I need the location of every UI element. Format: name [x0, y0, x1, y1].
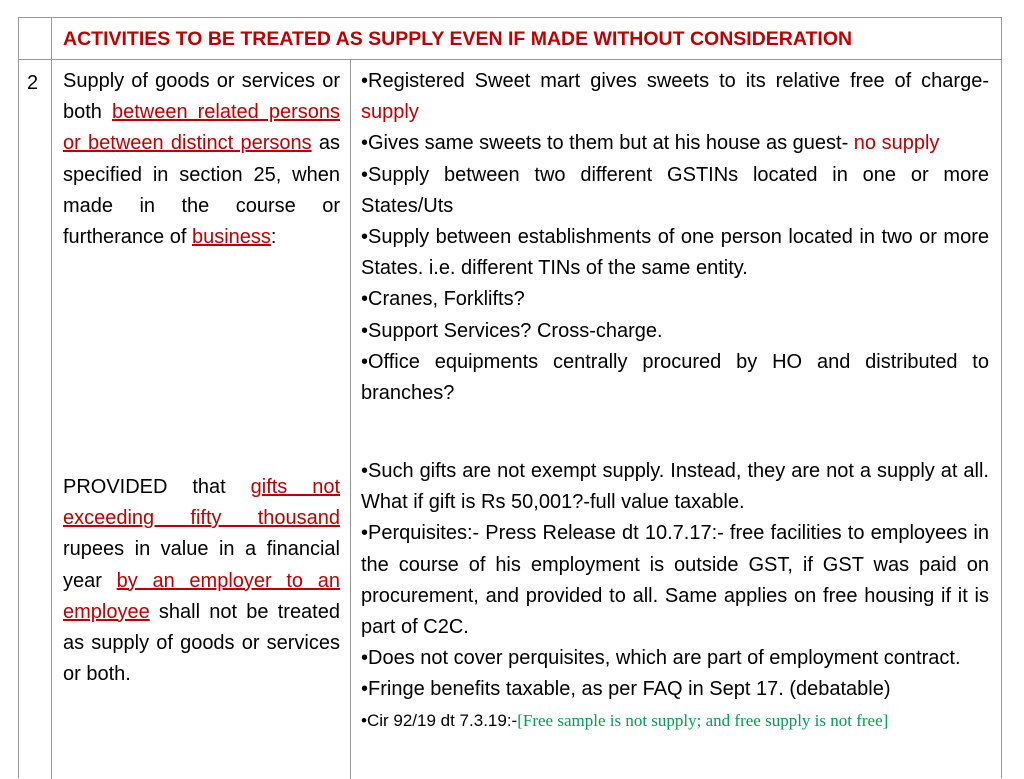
highlight-gift-limit: gifts not exceeding fifty thousand: [63, 476, 341, 530]
example-item: •Office equipments centrally procured by HO and distributed to branches?: [361, 350, 989, 405]
example-item: •Supply between establishments of one person located in two or more States. i.e. different TINs of the same entity.: [361, 226, 989, 280]
column-divider: [350, 59, 351, 779]
example-item: •Cranes, Forklifts?: [361, 288, 525, 311]
table-title: ACTIVITIES TO BE TREATED AS SUPPLY EVEN IF MADE WITHOUT CONSIDERATION: [63, 28, 853, 50]
proviso-text: PROVIDED that gifts not exceeding fifty thousand rupees in value in a financial year by an employer to an employee shall not be treated as supply of goods or services or both.: [63, 476, 341, 686]
column-divider: [51, 59, 52, 779]
example-item: •Support Services? Cross-charge.: [361, 319, 663, 342]
note-item: •Perquisites:- Press Release dt 10.7.17:- free facilities to employees in the course of his employment is outside GST, if GST was paid on procurement, and provided to all. Same applies on free housing if it is part of C2C.: [361, 522, 989, 639]
row-number: 2: [27, 72, 39, 94]
gst-table: [18, 17, 1002, 778]
table-header-row: [19, 18, 1001, 60]
gift-notes-list: [361, 456, 989, 735]
note-item: •Fringe benefits taxable, as per FAQ in Sept 17. (debatable): [361, 678, 891, 701]
highlight-business: business: [191, 226, 271, 249]
note-item: •Does not cover perquisites, which are part of employment contract.: [361, 647, 961, 670]
highlight-related-persons: between related persons or between distinct persons: [63, 101, 340, 155]
example-item: •Registered Sweet mart gives sweets to its relative free of charge- supply: [361, 70, 989, 124]
header-number-cell: [19, 18, 52, 59]
note-item: •Such gifts are not exempt supply. Instead, they are not a supply at all. What if gift is Rs 50,001?-full value taxable.: [361, 460, 989, 514]
examples-list: [361, 66, 989, 409]
provision-text: Supply of goods or services or both between related persons or between distinct persons as specified in section 25, when made in the course or furtherance of business:: [63, 70, 340, 249]
highlight-employer-employee: by an employer to an employee: [63, 569, 341, 623]
circular-note: •Cir 92/19 dt 7.3.19:-[Free sample is not supply; and free supply is not free]: [361, 710, 889, 730]
example-item: •Supply between two different GSTINs located in one or more States/Uts: [361, 163, 989, 217]
example-item: •Gives same sweets to them but at his house as guest- no supply: [361, 132, 940, 155]
free-sample-note: [Free sample is not supply; and free supply is not free]: [517, 710, 889, 730]
